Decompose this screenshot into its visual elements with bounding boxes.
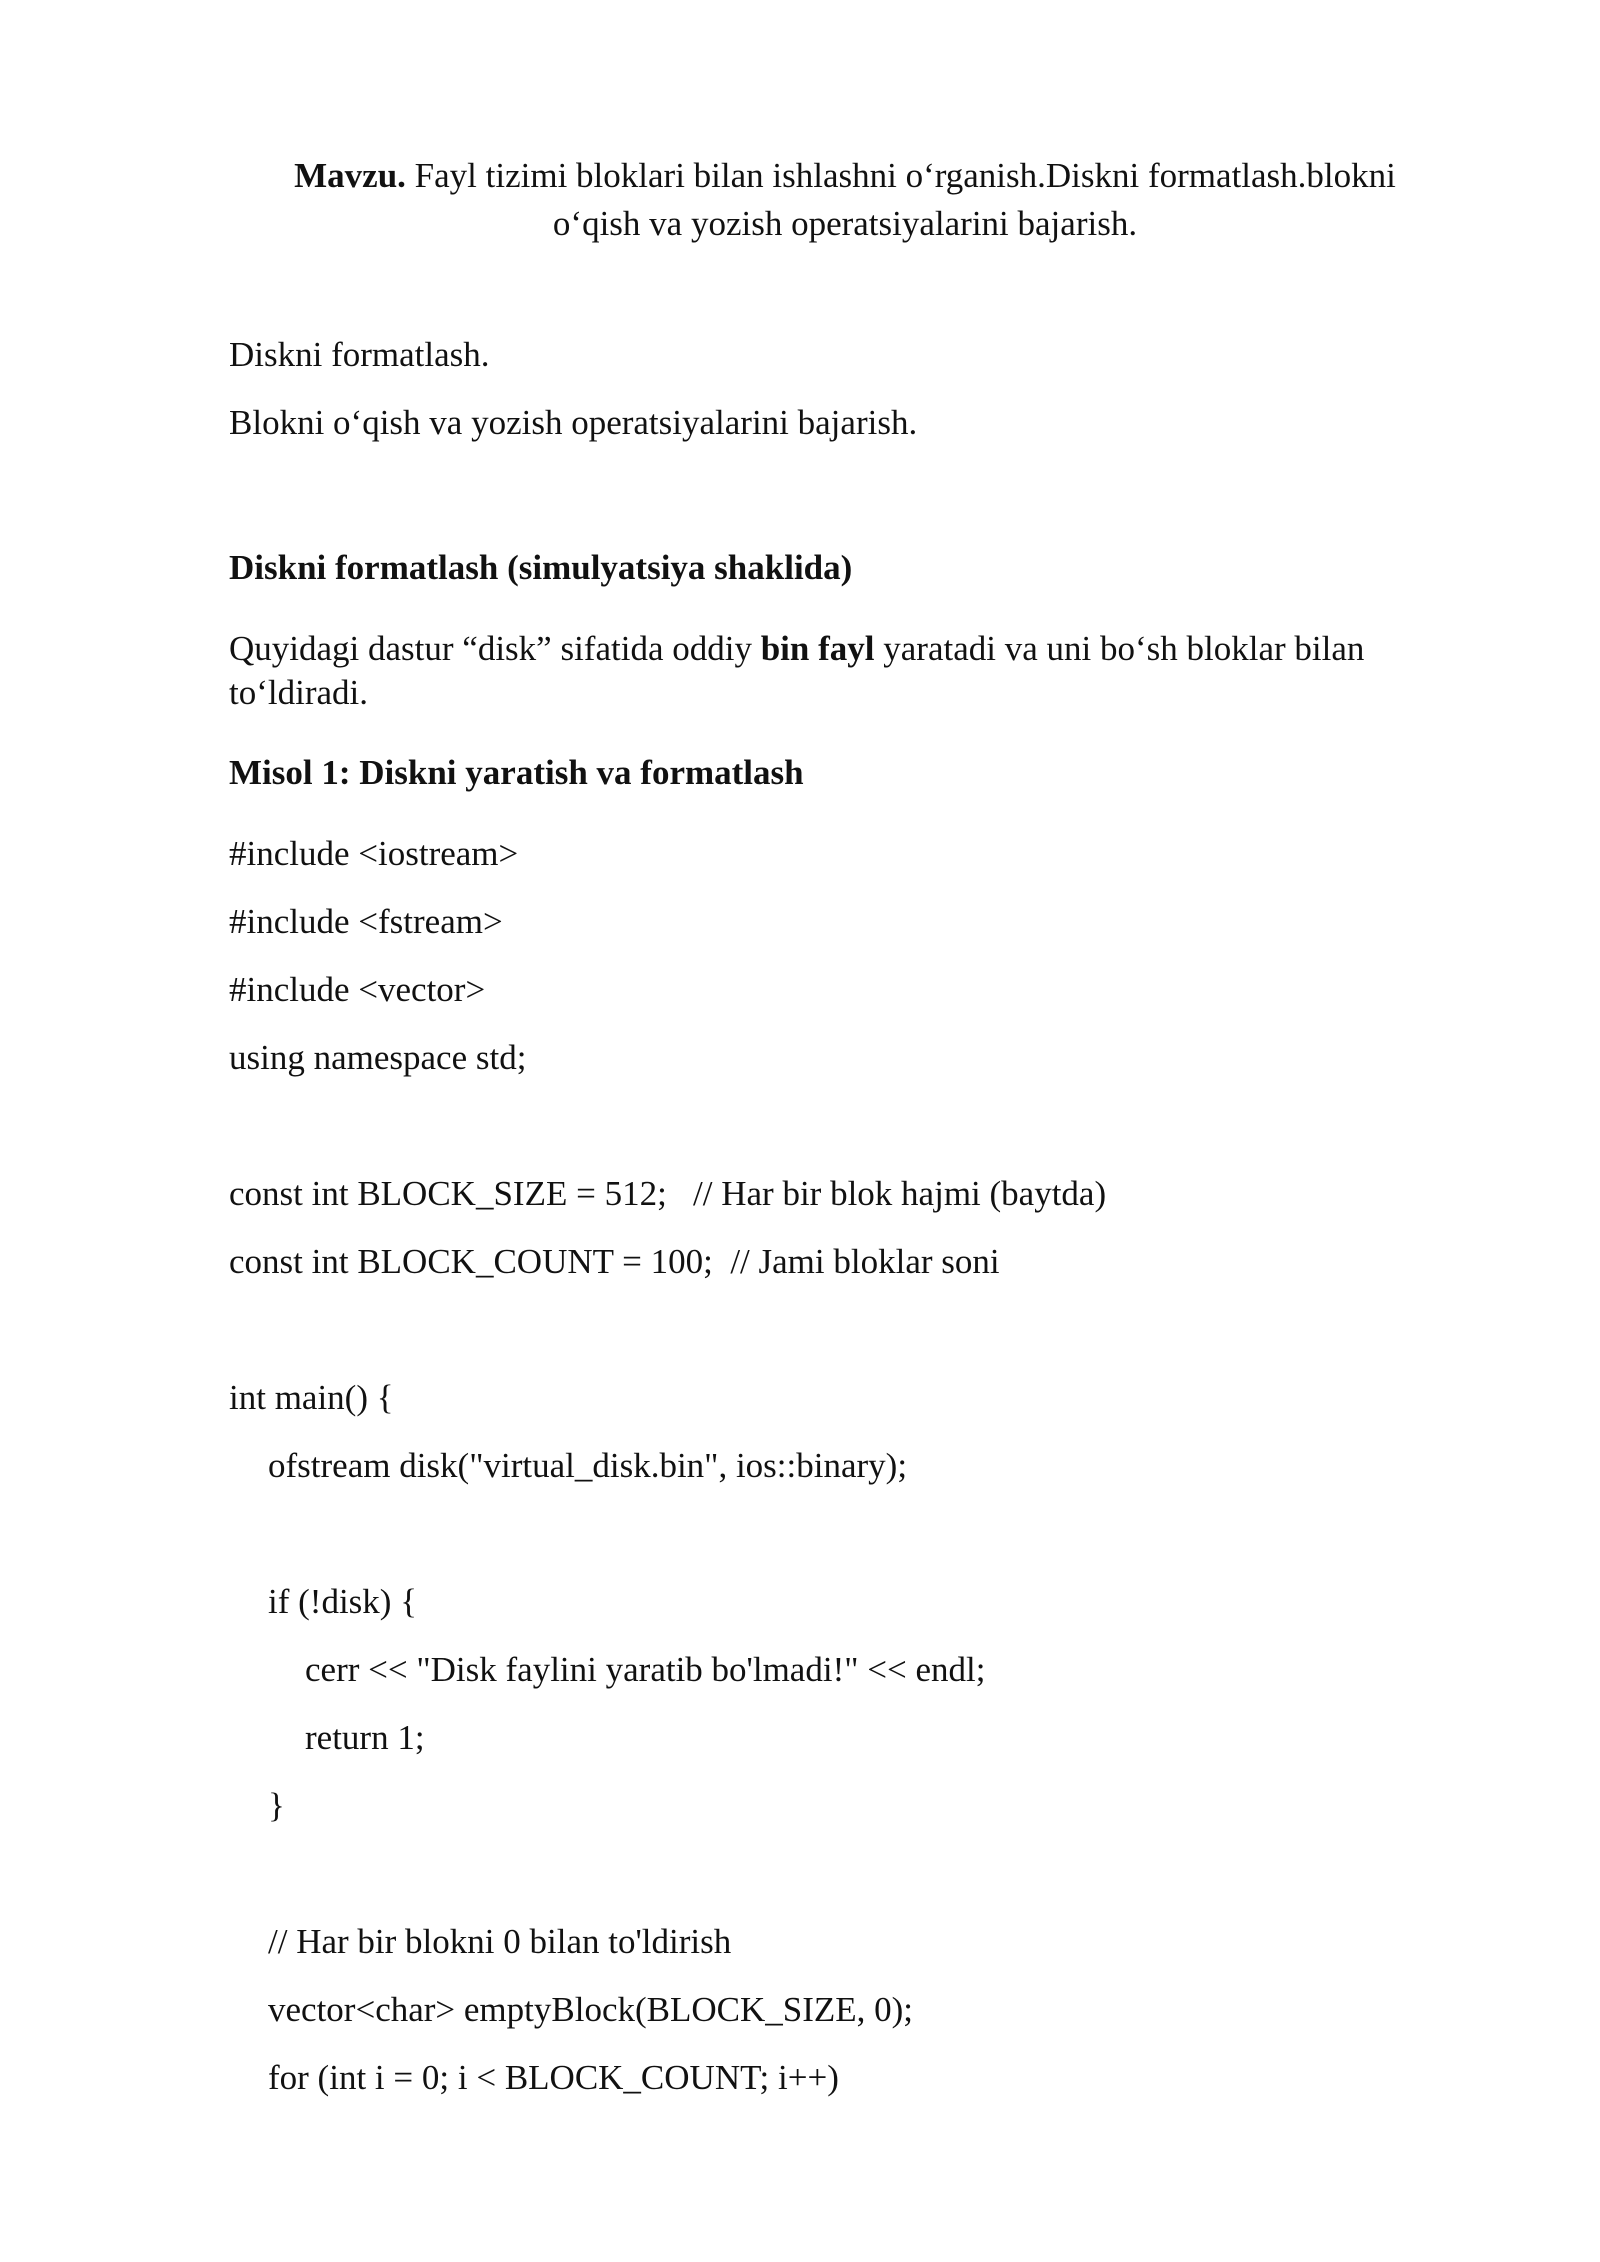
- code-line: int main() {: [229, 1378, 394, 1417]
- title-line-1: [230, 152, 1460, 200]
- intro-line-1: Diskni formatlash.: [229, 335, 490, 374]
- title-line-2: o‘qish va yozish operatsiyalarini bajarish.: [552, 204, 1138, 243]
- section-heading: Diskni formatlash (simulyatsiya shaklida): [229, 548, 853, 587]
- description-paragraph: [229, 627, 1469, 715]
- code-line: vector<char> emptyBlock(BLOCK_SIZE, 0);: [268, 1990, 914, 2029]
- description-text-1: Quyidagi dastur “disk” sifatida oddiy: [229, 629, 761, 668]
- code-line: const int BLOCK_COUNT = 100; // Jami bloklar soni: [229, 1242, 1000, 1281]
- code-line: return 1;: [305, 1718, 425, 1757]
- code-line: #include <fstream>: [229, 902, 503, 941]
- description-bold-term: bin fayl: [760, 629, 875, 668]
- page-title: [230, 152, 1460, 248]
- code-line: #include <vector>: [229, 970, 486, 1009]
- code-line: for (int i = 0; i < BLOCK_COUNT; i++): [268, 2058, 839, 2097]
- code-line: ofstream disk("virtual_disk.bin", ios::binary);: [268, 1446, 908, 1485]
- code-line: using namespace std;: [229, 1038, 527, 1077]
- title-line-1-text: Fayl tizimi bloklari bilan ishlashni o‘rganish.Diskni formatlash.blokni: [405, 156, 1396, 195]
- code-line: if (!disk) {: [268, 1582, 417, 1621]
- code-line: #include <iostream>: [229, 834, 519, 873]
- code-line: // Har bir blokni 0 bilan to'ldirish: [268, 1922, 732, 1961]
- intro-line-2: Blokni o‘qish va yozish operatsiyalarini bajarish.: [229, 403, 918, 442]
- code-line: cerr << "Disk faylini yaratib bo'lmadi!" << endl;: [305, 1650, 986, 1689]
- code-line: const int BLOCK_SIZE = 512; // Har bir blok hajmi (baytda): [229, 1174, 1107, 1213]
- code-line: }: [268, 1786, 285, 1825]
- title-bold-label: Mavzu.: [294, 156, 406, 195]
- description-text-2: yaratadi va uni bo‘sh bloklar bilan to‘ldiradi.: [229, 629, 1365, 712]
- example-heading: Misol 1: Diskni yaratish va formatlash: [229, 753, 804, 792]
